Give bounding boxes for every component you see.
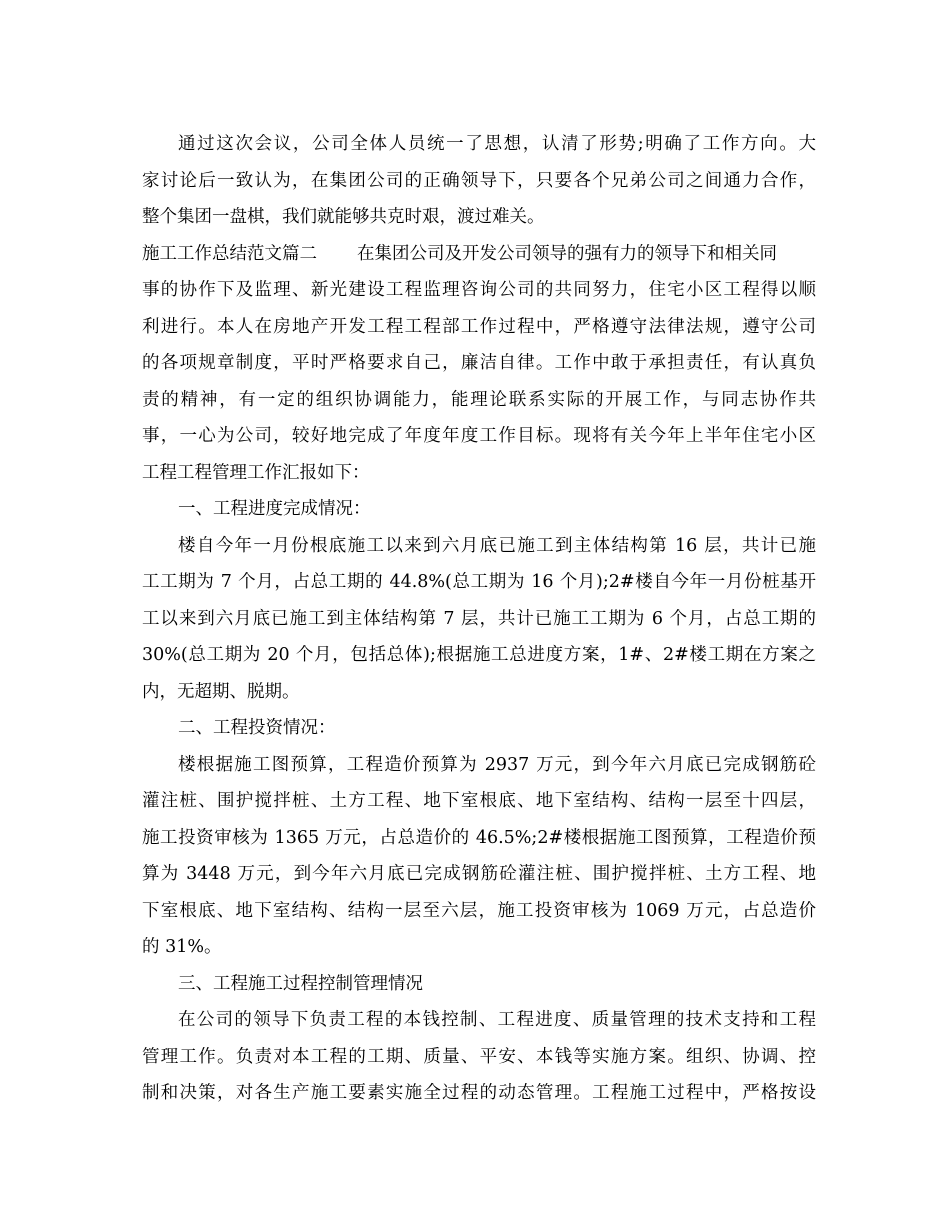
section2-heading-line xyxy=(142,236,816,273)
text-line: 一、工程进度完成情况： xyxy=(178,499,371,519)
text-line: 施工投资审核为 1365 万元，占总造价的 46.5%;2#楼根据施工图预算，工程造价预 xyxy=(142,827,816,848)
section2-first-line: 在集团公司及开发公司领导的强有力的领导下和相关同 xyxy=(357,243,777,264)
text-line: 管理工作。负责对本工程的工期、质量、平安、本钱等实施方案。组织、协调、控 xyxy=(142,1046,816,1067)
text-line: 的 31%。 xyxy=(142,937,222,957)
text-line: 工以来到六月底已施工到主体结构第 7 层，共计已施工工期为 6 个月，占总工期的 xyxy=(142,608,816,629)
paragraph-work-report xyxy=(142,272,816,1112)
text-line: 责的精神，有一定的组织协调能力，能理论联系实际的开展工作，与同志协作共 xyxy=(142,389,816,410)
document-body xyxy=(142,126,816,1112)
text-line: 在公司的领导下负责工程的本钱控制、工程进度、质量管理的技术支持和工程 xyxy=(178,1010,816,1030)
text-line: 30%(总工期为 20 个月，包括总体);根据施工总进度方案，1#、2#楼工期在方案之 xyxy=(142,645,816,665)
text-line: 整个集团一盘棋，我们就能够共克时艰，渡过难关。 xyxy=(142,207,545,227)
paragraph-meeting-summary xyxy=(142,126,816,236)
text-line: 利进行。本人在房地产开发工程工程部工作过程中，严格遵守法律法规，遵守公司 xyxy=(142,316,816,337)
text-line: 下室根底、地下室结构、结构一层至六层，施工投资审核为 1069 万元，占总造价 xyxy=(142,900,816,921)
text-line: 三、工程施工过程控制管理情况 xyxy=(178,973,423,994)
text-line: 内，无超期、脱期。 xyxy=(142,681,300,702)
text-line: 二、工程投资情况： xyxy=(178,718,336,738)
text-line: 工程工程管理工作汇报如下： xyxy=(142,462,370,483)
text-line: 楼根据施工图预算，工程造价预算为 2937 万元，到今年六月底已完成钢筋砼 xyxy=(178,754,816,775)
text-line: 事的协作下及监理、新光建设工程监理咨询公司的共同努力，住宅小区工程得以顺 xyxy=(142,280,816,300)
text-line: 通过这次会议，公司全体人员统一了思想，认清了形势;明确了工作方向。大 xyxy=(178,134,816,154)
text-line: 事，一心为公司，较好地完成了年度年度工作目标。现将有关今年上半年住宅小区 xyxy=(142,426,816,446)
text-line: 工工期为 7 个月，占总工期的 44.8%(总工期为 16 个月);2#楼自今年一月份桩基开 xyxy=(142,572,816,592)
text-line: 算为 3448 万元，到今年六月底已完成钢筋砼灌注桩、围护搅拌桩、土方工程、地 xyxy=(142,864,816,884)
text-line: 灌注桩、围护搅拌桩、土方工程、地下室根底、地下室结构、结构一层至十四层， xyxy=(142,791,816,811)
text-line: 楼自今年一月份根底施工以来到六月底已施工到主体结构第 16 层，共计已施 xyxy=(178,535,816,556)
text-line: 制和决策，对各生产施工要素实施全过程的动态管理。工程施工过程中，严格按设 xyxy=(142,1083,816,1103)
text-line: 的各项规章制度，平时严格要求自己，廉洁自律。工作中敢于承担责任，有认真负 xyxy=(142,353,816,373)
text-line: 家讨论后一致认为，在集团公司的正确领导下，只要各个兄弟公司之间通力合作， xyxy=(142,170,816,191)
section2-heading: 施工工作总结范文篇二 xyxy=(142,243,317,264)
